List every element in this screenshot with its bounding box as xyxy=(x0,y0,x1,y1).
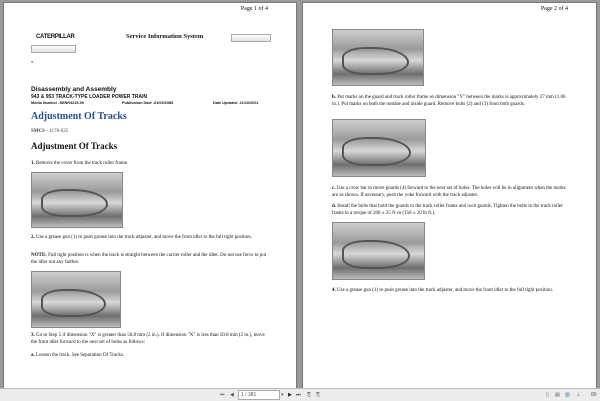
date-updated: Date Updated -11/10/2001 xyxy=(213,101,259,105)
step-1-text: Remove the cover from the track roller frame. xyxy=(34,161,129,166)
step-number: b. xyxy=(332,95,337,100)
zoom-level[interactable]: 89 xyxy=(591,392,597,398)
track-roller-photo xyxy=(31,172,123,228)
publication-date: Publication Date -01/03/1985 xyxy=(122,101,174,105)
guard-marks-photo xyxy=(332,29,424,86)
doc-type: Disassembly and Assembly xyxy=(31,86,117,93)
note-label: NOTE: xyxy=(31,253,47,258)
smcs-label: SMCS xyxy=(31,129,45,134)
step-b-text: Put marks on the guard and track roller frame so dimension "Y" between the marks is approximately 27 mm (1.06 in.). Put marks on both the outside and inside guard. Remove bolts (2) and (3) from both guards. xyxy=(332,95,566,107)
step-number: 4. xyxy=(332,288,336,293)
media-number: Media Number -SENR4215-00 xyxy=(31,101,84,105)
step-2-text: Use a grease gun (1) to push grease into the track adjuster, and move the front idler to the full tight position. xyxy=(34,235,252,240)
two-page-icon[interactable]: ▥ xyxy=(565,392,570,398)
next-page-icon[interactable]: ▶ xyxy=(288,392,292,398)
track-adjuster-photo xyxy=(31,271,121,328)
step-4-text: Use a grease gun (1) to push grease into the track adjuster, and move the front idler to the full tight position. xyxy=(335,288,553,293)
step-number: a. xyxy=(31,353,35,358)
first-page-icon[interactable]: ⏮ xyxy=(220,392,225,398)
grease-gun-photo xyxy=(332,222,425,280)
back-view-icon[interactable]: ⎘ xyxy=(307,392,312,398)
section-heading: Adjustment Of Tracks xyxy=(31,141,118,151)
pdf-toolbar xyxy=(0,388,600,401)
fit-icon[interactable]: ⊥ xyxy=(576,392,581,398)
note-text: Full tight position is when the track is straight between the carrier roller and the idler. Do not use force to put the idler out any farther. xyxy=(31,253,267,265)
step-3-text: Go to Step 5 if dimension "X" is greater than 50.8 mm (2 in.). If dimension "X" is less than 50.8 mm (2 in.), move the front idler forward to the next set of holes as follows: xyxy=(31,333,265,345)
single-page-icon[interactable]: ▯ xyxy=(546,392,549,398)
page-number: Page 1 of 4 xyxy=(240,6,268,12)
system-title: Service Information System xyxy=(126,33,204,40)
forward-view-icon[interactable]: ⎘ xyxy=(316,392,321,398)
title-blue: Adjustment Of Tracks xyxy=(31,111,127,122)
smcs-code: - 4170-025 xyxy=(44,129,69,134)
header-field-left[interactable] xyxy=(31,45,76,53)
caterpillar-logo: CATERPILLAR xyxy=(36,34,75,40)
guard-photo xyxy=(332,119,426,177)
step-number: 3. xyxy=(31,333,35,338)
pdf-page-1 xyxy=(3,2,297,389)
step-number: 2. xyxy=(31,235,35,240)
pdf-page-2 xyxy=(302,2,597,389)
header-field-right[interactable] xyxy=(231,34,271,42)
step-d-text: Install the bolts that hold the guards to the track roller frame and rock guards. Tighten the bolts in the track roller frame to a torque of 200 ± 25 N·m (150 ± 20 lb ft.). xyxy=(332,204,563,216)
last-page-icon[interactable]: ⏭ xyxy=(296,392,301,398)
back-marker: « xyxy=(31,60,34,65)
page-input[interactable]: 1 / 381 xyxy=(238,390,280,400)
step-number: 1. xyxy=(31,161,35,166)
step-number: c. xyxy=(332,186,336,191)
step-number: d. xyxy=(332,204,337,209)
step-a-text: Loosen the track. See Separation Of Tracks. xyxy=(34,353,125,358)
model-title: 943 & 953 TRACK-TYPE LOADER POWER TRAIN xyxy=(31,94,148,100)
prev-page-icon[interactable]: ◀ xyxy=(230,392,234,398)
step-c-text: Use a crow bar to move guards (4) forward to the next set of holes. The holes will be in alignment when the marks are as shown. If necessary, push the yoke forward with the track adjuster. xyxy=(332,186,566,198)
page-number: Page 2 of 4 xyxy=(540,6,568,12)
continuous-icon[interactable]: ▤ xyxy=(555,392,560,398)
page-dropdown-icon[interactable]: ▾ xyxy=(281,392,284,398)
